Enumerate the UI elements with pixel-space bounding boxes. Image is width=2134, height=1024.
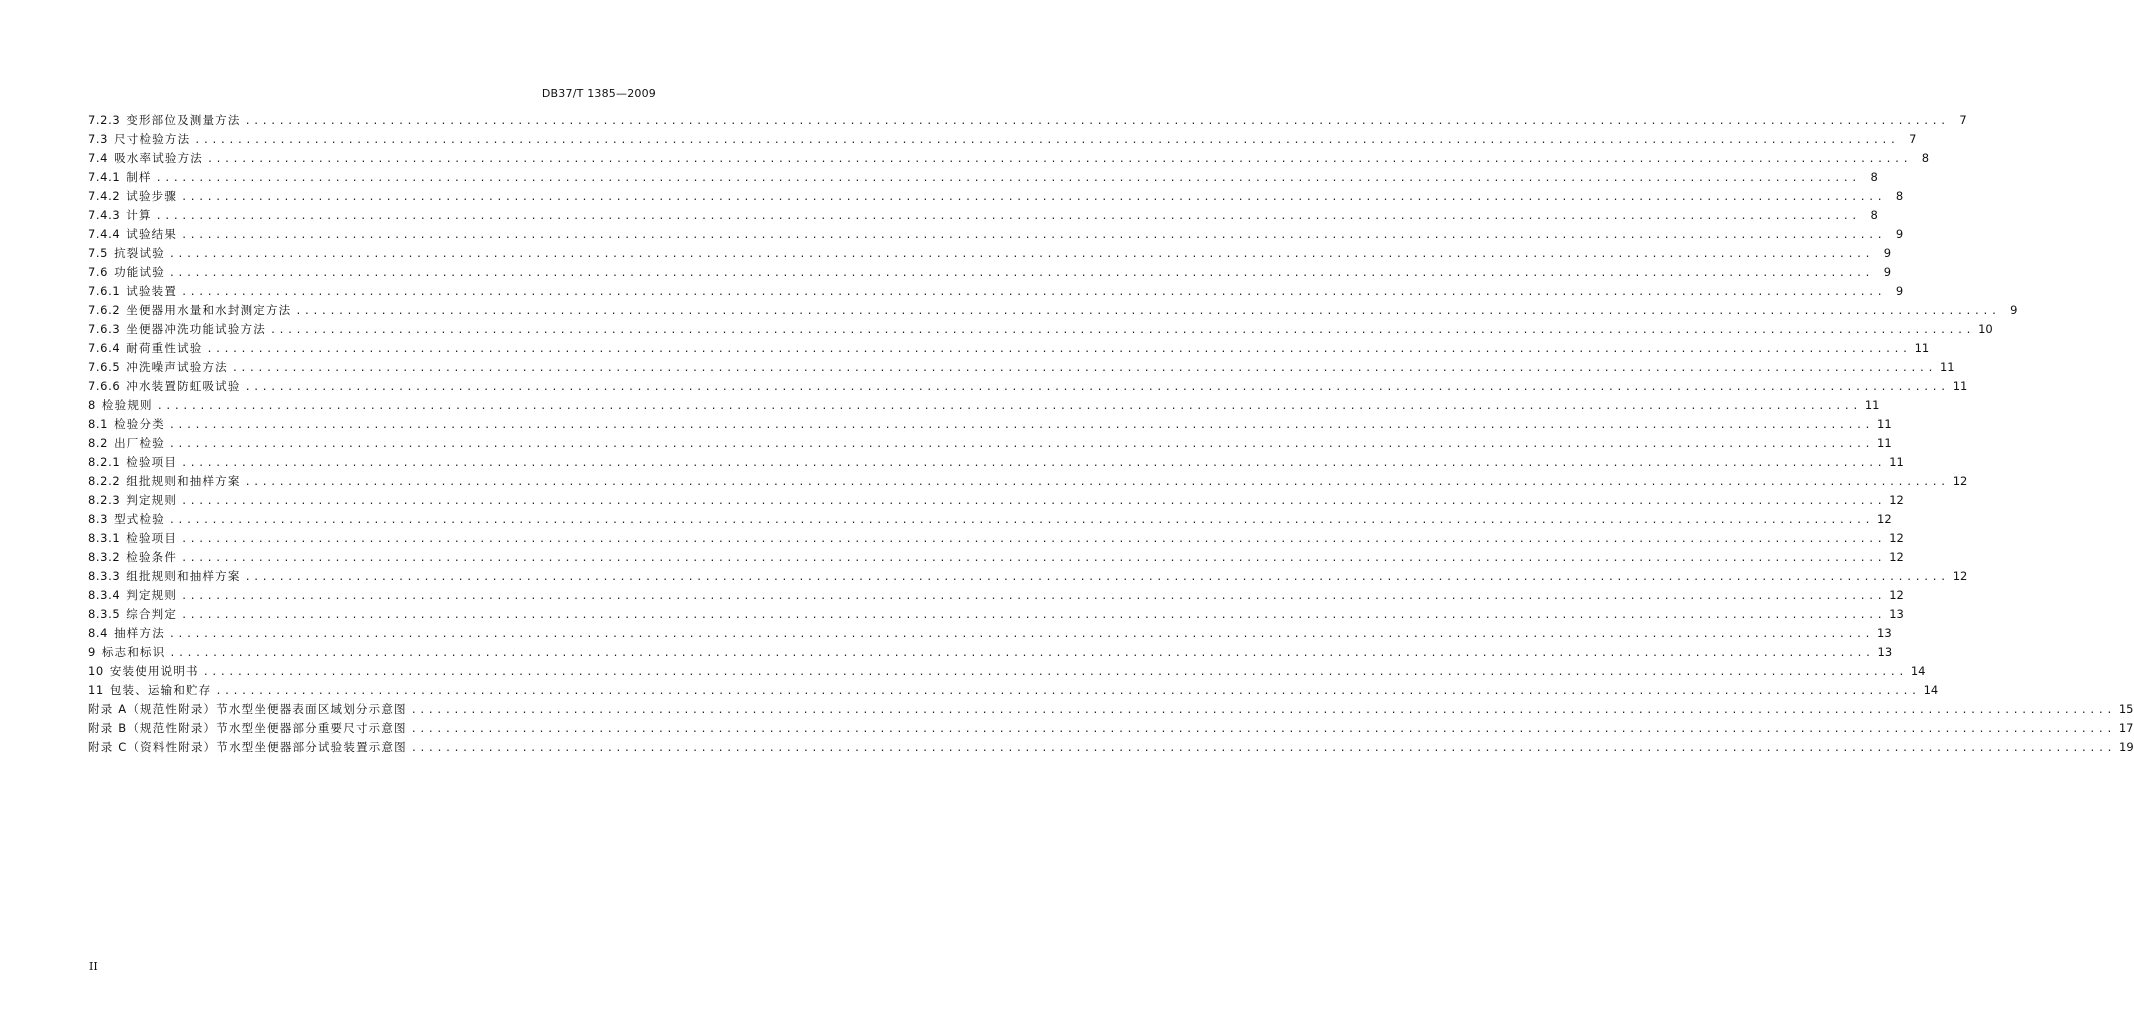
toc-leader-dots: ........................................................................................................................................................................................................ xyxy=(244,477,1949,488)
toc-entry[interactable] xyxy=(88,662,1926,681)
toc-entry-page: 8 xyxy=(1870,208,1878,222)
toc-entry-number: 7.2.3 xyxy=(88,113,121,127)
toc-entry-number: 10 xyxy=(88,664,104,678)
toc-entry[interactable] xyxy=(88,415,1892,434)
toc-entry[interactable] xyxy=(88,339,1930,358)
toc-entry-title: 检验分类 xyxy=(114,417,165,431)
toc-entry[interactable] xyxy=(88,643,1893,662)
standard-code: DB37/T 1385—2009 xyxy=(541,87,656,100)
toc-entry-title: 尺寸检验方法 xyxy=(114,132,191,146)
toc-entry-page: 9 xyxy=(2010,303,2018,317)
toc-leader-dots: ........................................................................................................................................................................................................ xyxy=(181,496,1886,507)
toc-entry-page: 11 xyxy=(1939,360,1955,374)
toc-entry[interactable] xyxy=(88,567,1968,586)
toc-entry-page: 8 xyxy=(1895,189,1904,203)
toc-entry[interactable] xyxy=(88,358,1955,377)
table-of-contents xyxy=(88,111,2134,757)
toc-entry[interactable] xyxy=(88,206,1878,225)
toc-entry-page: 15 xyxy=(2118,702,2134,716)
toc-entry-page: 12 xyxy=(1889,531,1904,545)
toc-entry-page: 12 xyxy=(1889,588,1904,602)
toc-entry-page: 12 xyxy=(1952,474,1968,488)
toc-leader-dots: ........................................................................................................................................................................................................ xyxy=(202,667,1907,678)
toc-entry-page: 14 xyxy=(1910,664,1926,678)
toc-entry-page: 8 xyxy=(1921,151,1930,165)
toc-entry-page: 10 xyxy=(1978,322,1993,336)
toc-entry-title: 冲洗噪声试验方法 xyxy=(126,360,228,374)
toc-leader-dots: ........................................................................................................................................................................................................ xyxy=(181,591,1886,602)
toc-leader-dots: ........................................................................................................................................................................................................ xyxy=(215,686,1920,697)
toc-entry-page: 19 xyxy=(2119,740,2134,754)
toc-entry-number: 7.6.5 xyxy=(88,360,121,374)
toc-entry-title: 附录 A（规范性附录）节水型坐便器表面区域划分示意图 xyxy=(88,702,407,716)
toc-leader-dots: ........................................................................................................................................................................................................ xyxy=(295,306,2000,317)
toc-entry-title: 抽样方法 xyxy=(114,626,165,640)
toc-entry-number: 8.1 xyxy=(88,417,109,431)
toc-entry-title: 出厂检验 xyxy=(114,436,165,450)
toc-entry-page: 11 xyxy=(1889,455,1904,469)
toc-entry-title: 附录 C（资料性附录）节水型坐便器部分试验装置示意图 xyxy=(88,740,407,754)
toc-entry[interactable] xyxy=(88,434,1892,453)
toc-entry[interactable] xyxy=(88,263,1892,282)
toc-entry-number: 8.3.3 xyxy=(88,569,121,583)
toc-entry-page: 12 xyxy=(1889,550,1904,564)
toc-entry[interactable] xyxy=(88,719,2134,738)
toc-leader-dots: ........................................................................................................................................................................................................ xyxy=(181,553,1886,564)
toc-leader-dots: ........................................................................................................................................................................................................ xyxy=(231,363,1936,374)
toc-leader-dots: ........................................................................................................................................................................................................ xyxy=(168,515,1874,526)
toc-entry-number: 7.4.4 xyxy=(88,227,121,241)
toc-entry-page: 11 xyxy=(1877,436,1892,450)
toc-entry[interactable] xyxy=(88,168,1878,187)
toc-entry-number: 7.6.3 xyxy=(88,322,121,336)
toc-leader-dots: ........................................................................................................................................................................................................ xyxy=(155,173,1860,184)
toc-leader-dots: ........................................................................................................................................................................................................ xyxy=(169,648,1874,659)
toc-entry-number: 9 xyxy=(88,645,96,659)
page-number: II xyxy=(89,960,98,973)
toc-entry-title: 功能试验 xyxy=(114,265,165,279)
toc-entry-number: 7.6.2 xyxy=(88,303,121,317)
toc-leader-dots: ........................................................................................................................................................................................................ xyxy=(181,534,1886,545)
toc-leader-dots: ........................................................................................................................................................................................................ xyxy=(156,401,1861,412)
toc-entry-title: 附录 B（规范性附录）节水型坐便器部分重要尺寸示意图 xyxy=(88,721,407,735)
toc-leader-dots: ........................................................................................................................................................................................................ xyxy=(181,458,1886,469)
toc-entry[interactable] xyxy=(88,396,1880,415)
toc-entry-title: 安装使用说明书 xyxy=(109,664,199,678)
toc-entry-page: 8 xyxy=(1870,170,1878,184)
toc-entry-page: 13 xyxy=(1877,645,1893,659)
toc-entry-title: 型式检验 xyxy=(114,512,165,526)
toc-entry-number: 7.5 xyxy=(88,246,109,260)
toc-leader-dots: ........................................................................................................................................................................................................ xyxy=(244,382,1949,393)
toc-entry-page: 11 xyxy=(1864,398,1880,412)
toc-entry[interactable] xyxy=(88,529,1904,548)
toc-leader-dots: ........................................................................................................................................................................................................ xyxy=(244,572,1949,583)
toc-entry-number: 7.6.1 xyxy=(88,284,121,298)
toc-leader-dots: ........................................................................................................................................................................................................ xyxy=(410,743,2115,754)
toc-entry[interactable] xyxy=(88,320,1993,339)
toc-entry-title: 组批规则和抽样方案 xyxy=(126,569,241,583)
toc-entry[interactable] xyxy=(88,301,2018,320)
toc-entry[interactable] xyxy=(88,510,1892,529)
toc-leader-dots: ........................................................................................................................................................................................................ xyxy=(206,344,1911,355)
toc-entry-title: 吸水率试验方法 xyxy=(114,151,203,165)
toc-entry-page: 9 xyxy=(1883,246,1892,260)
toc-entry[interactable] xyxy=(88,130,1917,149)
toc-entry-number: 8.3.4 xyxy=(88,588,121,602)
toc-entry-number: 8.3.2 xyxy=(88,550,121,564)
toc-leader-dots: ........................................................................................................................................................................................................ xyxy=(410,724,2115,735)
toc-leader-dots: ........................................................................................................................................................................................................ xyxy=(244,116,1949,127)
toc-entry[interactable] xyxy=(88,681,1939,700)
toc-entry[interactable] xyxy=(88,225,1904,244)
toc-entry-title: 坐便器用水量和水封测定方法 xyxy=(126,303,292,317)
toc-entry-page: 9 xyxy=(1895,227,1904,241)
toc-entry-title: 检验条件 xyxy=(126,550,178,564)
toc-entry-number: 8.4 xyxy=(88,626,109,640)
toc-leader-dots: ........................................................................................................................................................................................................ xyxy=(168,629,1874,640)
toc-entry-title: 计算 xyxy=(126,208,152,222)
toc-leader-dots: ........................................................................................................................................................................................................ xyxy=(168,268,1874,279)
toc-entry[interactable] xyxy=(88,244,1892,263)
toc-entry-title: 包装、运输和贮存 xyxy=(109,683,212,697)
toc-entry[interactable] xyxy=(88,700,2134,719)
toc-leader-dots: ........................................................................................................................................................................................................ xyxy=(168,420,1874,431)
toc-entry-title: 抗裂试验 xyxy=(114,246,165,260)
toc-leader-dots: ........................................................................................................................................................................................................ xyxy=(168,249,1874,260)
toc-entry-page: 17 xyxy=(2118,721,2134,735)
toc-entry-page: 12 xyxy=(1952,569,1968,583)
toc-entry-number: 8.2 xyxy=(88,436,109,450)
toc-entry-page: 11 xyxy=(1877,417,1892,431)
toc-entry-page: 9 xyxy=(1883,265,1892,279)
toc-entry-title: 检验规则 xyxy=(101,398,153,412)
toc-entry-title: 判定规则 xyxy=(126,493,178,507)
toc-entry[interactable] xyxy=(88,624,1892,643)
toc-entry-page: 7 xyxy=(1909,132,1917,146)
toc-entry[interactable] xyxy=(88,586,1904,605)
toc-entry-title: 坐便器冲洗功能试验方法 xyxy=(126,322,266,336)
toc-entry[interactable] xyxy=(88,738,2134,757)
toc-entry[interactable] xyxy=(88,149,1930,168)
toc-entry-page: 11 xyxy=(1952,379,1968,393)
toc-entry-number: 8.3.5 xyxy=(88,607,121,621)
toc-entry-number: 8.2.1 xyxy=(88,455,121,469)
toc-entry-page: 14 xyxy=(1923,683,1939,697)
toc-entry[interactable] xyxy=(88,111,1967,130)
toc-entry-title: 判定规则 xyxy=(126,588,178,602)
toc-leader-dots: ........................................................................................................................................................................................................ xyxy=(155,211,1860,222)
toc-entry-number: 7.6.4 xyxy=(88,341,121,355)
toc-leader-dots: ........................................................................................................................................................................................................ xyxy=(207,154,1912,165)
toc-entry-number: 8.3.1 xyxy=(88,531,121,545)
toc-entry-title: 冲水装置防虹吸试验 xyxy=(126,379,241,393)
toc-leader-dots: ........................................................................................................................................................................................................ xyxy=(269,325,1975,336)
toc-entry-title: 变形部位及测量方法 xyxy=(126,113,241,127)
toc-entry-number: 7.4 xyxy=(88,151,109,165)
toc-entry-page: 11 xyxy=(1914,341,1930,355)
toc-entry-title: 试验步骤 xyxy=(126,189,178,203)
toc-leader-dots: ........................................................................................................................................................................................................ xyxy=(181,287,1886,298)
toc-entry-title: 标志和标识 xyxy=(101,645,166,659)
toc-entry-page: 7 xyxy=(1959,113,1967,127)
toc-entry-title: 试验装置 xyxy=(126,284,178,298)
toc-leader-dots: ........................................................................................................................................................................................................ xyxy=(194,135,1899,146)
toc-entry-page: 13 xyxy=(1889,607,1904,621)
toc-entry-title: 制样 xyxy=(126,170,152,184)
toc-entry-title: 综合判定 xyxy=(126,607,178,621)
toc-entry[interactable] xyxy=(88,377,1968,396)
toc-entry-page: 12 xyxy=(1877,512,1892,526)
toc-entry[interactable] xyxy=(88,491,1904,510)
toc-entry-number: 7.4.3 xyxy=(88,208,121,222)
toc-entry[interactable] xyxy=(88,548,1904,567)
toc-entry-number: 7.3 xyxy=(88,132,109,146)
toc-entry[interactable] xyxy=(88,187,1904,206)
toc-entry-number: 8.3 xyxy=(88,512,109,526)
toc-entry-title: 试验结果 xyxy=(126,227,178,241)
toc-entry[interactable] xyxy=(88,605,1904,624)
toc-entry-page: 13 xyxy=(1877,626,1892,640)
toc-entry[interactable] xyxy=(88,472,1968,491)
toc-entry-number: 7.6 xyxy=(88,265,109,279)
toc-leader-dots: ........................................................................................................................................................................................................ xyxy=(181,230,1886,241)
toc-entry-page: 12 xyxy=(1889,493,1904,507)
toc-entry-title: 检验项目 xyxy=(126,531,178,545)
toc-entry-number: 7.4.2 xyxy=(88,189,121,203)
toc-entry-title: 检验项目 xyxy=(126,455,178,469)
toc-entry-page: 9 xyxy=(1895,284,1904,298)
toc-leader-dots: ........................................................................................................................................................................................................ xyxy=(168,439,1874,450)
toc-leader-dots: ........................................................................................................................................................................................................ xyxy=(181,610,1886,621)
toc-entry-number: 8.2.3 xyxy=(88,493,121,507)
toc-entry[interactable] xyxy=(88,453,1904,472)
toc-entry-title: 耐荷重性试验 xyxy=(126,341,203,355)
toc-entry[interactable] xyxy=(88,282,1904,301)
toc-leader-dots: ........................................................................................................................................................................................................ xyxy=(410,705,2115,716)
toc-entry-title: 组批规则和抽样方案 xyxy=(126,474,241,488)
toc-entry-number: 8 xyxy=(88,398,96,412)
toc-entry-number: 8.2.2 xyxy=(88,474,121,488)
toc-entry-number: 11 xyxy=(88,683,104,697)
toc-entry-number: 7.4.1 xyxy=(88,170,121,184)
toc-entry-number: 7.6.6 xyxy=(88,379,121,393)
toc-leader-dots: ........................................................................................................................................................................................................ xyxy=(181,192,1886,203)
